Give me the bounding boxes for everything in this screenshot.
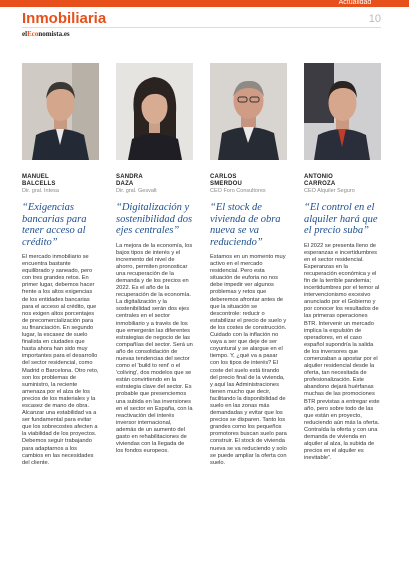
author-last-name: DAZA: [116, 181, 134, 187]
portrait-photo: [210, 63, 287, 160]
pull-quote: “Digitalización y sostenibilidad dos ejes centrales”: [116, 202, 193, 236]
pull-quote: “El control en el alquiler hará que el precio suba”: [304, 202, 378, 236]
pull-quote: “El stock de vivienda de obra nueva se va reduciendo”: [210, 202, 281, 248]
page-number: 10: [368, 13, 381, 25]
section-tag: Actualidad: [305, 0, 405, 7]
author-first-name: SANDRA: [116, 174, 143, 180]
publication-logo: elEconomista.es: [22, 30, 70, 38]
article-body: Estamos en un momento muy activo en el mercado residencial. Pero esta situación de euforia no nos debe impedir ver algunos problemas y retos que deberemos afrontar antes de que la situación se descontrole: reducir o estabilizar el precio de suelo y de los costes de construcción. Cuidado con la inflación no vaya a ser que deje de ser coyuntural y se alargue en el tiempo. Y, ¿qué va a pasar con los tipos de interés? El coste del suelo está tirando del precio final de la vivienda, y aquí las Administraciones tienen mucho que decir, facilitando la disponibilidad de suelo en las zonas más demandadas y evitar que los precios se disparen. Tanto los grandes como los pequeños promotores buscan suelo para construir. El stock de vivienda nueva se va reduciendo y solo se puede ampliar la oferta con suelo.: [210, 254, 287, 466]
portrait-photo: [22, 63, 99, 160]
author-role: CEO Alquiler Seguro: [304, 188, 355, 194]
author-first-name: CARLOS: [210, 174, 237, 180]
article-body: El 2022 se presenta lleno de esperanzas e incertidumbres en el sector residencial. Esperanzas en la recuperación económica y el fin de la terrible pandemia; incertidumbres por el temor al intervencionismo excesivo anunciado por el Gobierno y por conocer los resultados de las primeras operaciones BTR. Intervenir un mercado implica la expulsión de operadores, en el caso español supondría la salida de los inversores que comenzaban a apostar por el alquiler residencial desde la oferta, tan necesitada de profesionalización. Este abandono dejará huérfanas muchas de las promociones BTR previstas a entregar este año, pero sobre todo de las que están en proyecto, reduciendo aún más la oferta. Contraída la oferta y con una demanda de vivienda en alquiler al alza, la subida de precios en el alquiler es inevitable”.: [304, 242, 380, 462]
author-role: Dir. gral. Intesa: [22, 188, 59, 194]
author-first-name: MANUEL: [22, 174, 49, 180]
pull-quote: “Exigencias bancarias para tener acceso al crédito”: [22, 202, 87, 248]
article-body: La mejora de la economía, los bajos tipos de interés y el incremento del nivel de ahorro, permiten pronosticar una recuperación de la demanda y de los precios en 2022. Es el año de la recuperación de la economía. La digitalización y la sostenibilidad serán dos ejes centrales en el sector inmobiliario y a través de los que emergerán las diferentes estrategias de negocio de las compañías del sector. Será un año de consolidación de nuevas tendencias del sector como el 'build to rent' o el 'coliving', dos modelos que se están convirtiendo en la estrategia clave del sector. Es probable que presenciemos una subida en las inversiones en el sector en España, con la reactivación del interés inversor internacional, además de un aumento del gasto en rehabilitaciones de viviendas con la llegada de los fondos europeos.: [116, 242, 193, 455]
header-divider: [22, 27, 381, 28]
author-first-name: ANTONIO: [304, 174, 333, 180]
author-last-name: CARROZA: [304, 181, 336, 187]
section-title: Inmobiliaria: [22, 10, 107, 27]
author-last-name: BALCELLS: [22, 181, 56, 187]
article-body: El mercado inmobiliario se encuentra bastante equilibrado y saneado, pero con tres grandes retos. En primer lugar, debemos hacer frente a los altos exigencias de los entidades bancarias para el acceso al crédito, que nos exigen altos porcentajes de precomercialización para su financiación. En segundo lugar, la escasez de suelo finalista en ciudades que hasta ahora han sido muy importantes para el desarrollo del sector residencial, como Madrid o Barcelona. Otro reto, son los problemas de suministro, la reciente amenaza por el alza de los precios de los materiales y la escasez de mano de obra. Alcanzar una estabilidad va a ser fundamental para evitar que los sobrecostes afecten a la viabilidad de los proyectos. Debemos seguir trabajando para adaptarnos a los cambios en las necesidades del cliente.: [22, 254, 99, 466]
author-last-name: SMERDOU: [210, 181, 243, 187]
author-role: CEO Foro Consultores: [210, 188, 266, 194]
opinion-column-balcells: [22, 63, 99, 467]
opinion-column-smerdou: [210, 63, 287, 467]
opinion-column-daza: [116, 63, 193, 455]
portrait-photo: [116, 63, 193, 160]
portrait-photo: [304, 63, 381, 160]
author-role: Dir. gral. Gesvalt: [116, 188, 157, 194]
top-accent-bar: [0, 0, 409, 7]
opinion-column-carroza: [304, 63, 381, 462]
